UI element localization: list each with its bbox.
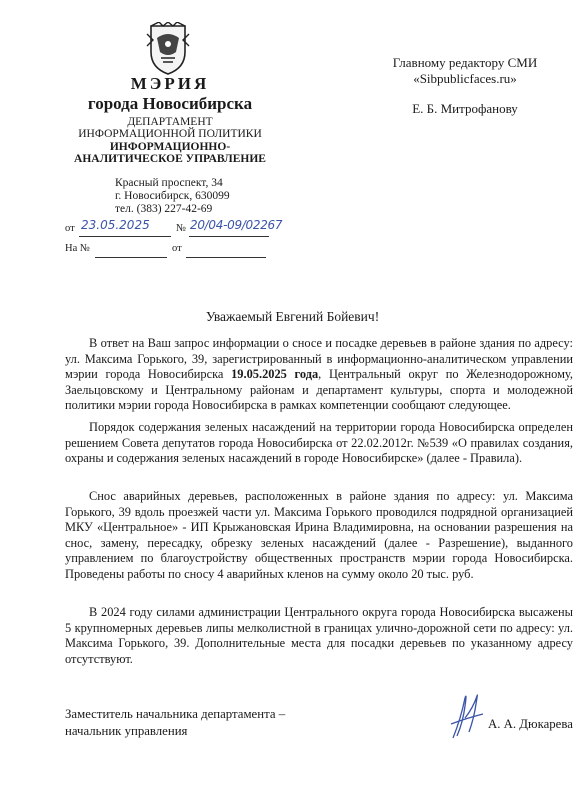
paragraph-1-end: , Центральный округ по Железнодорожному, Заельцовскому и Центральному районам и департамент культуры, спорта и молодежной политики мэрии города Новосибирска в рамках компетенции сообщают следующее. xyxy=(65,367,573,413)
recipient-line-1: Главному редактору СМИ xyxy=(392,55,538,70)
dept-line-2: ИНФОРМАЦИОННОЙ ПОЛИТИКИ xyxy=(78,128,262,140)
signer-name: А. А. Дюкарева xyxy=(488,717,573,731)
paragraph-4: В 2024 году силами администрации Центрального округа города Новосибирска высажены 5 крупномерных деревьев липы мелколистной в границах улично-дорожной сети по адресу: ул. Максима Горького, 39. Дополнительные места для посадки деревьев по указанному адресу отсутствуют. xyxy=(65,605,573,666)
reg-number: 20/04-09/02267 xyxy=(190,218,283,232)
unit-line-2: АНАЛИТИЧЕСКОЕ УПРАВЛЕНИЕ xyxy=(74,153,266,165)
address-city: г. Новосибирск, 630099 xyxy=(115,190,230,202)
address-phone: тел. (383) 227-42-69 xyxy=(115,203,213,215)
recipient-line-2: «Sibpublicfaces.ru» xyxy=(413,71,517,86)
address-street: Красный проспект, 34 xyxy=(115,177,223,189)
signer-title-line-2: начальник управления xyxy=(65,724,188,738)
unit-line-1: ИНФОРМАЦИОННО- xyxy=(109,141,231,153)
handwritten-signature xyxy=(443,688,491,746)
paragraph-3: Снос аварийных деревьев, расположенных в районе здания по адресу: ул. Максима Горького, 39 вдоль проезжей части ул. Максима Горького проводился подрядной организацией МКУ «Центральное» - ИП Крыжановская Ирина Владимировна, на основании разрешения на снос, замену, пересадку, обрезку зеленых насаждений (далее - Разрешение), выданного управлением по благоустройству общественных пространств мэрии города Новосибирска. Проведены работы по сносу 4 аварийных кленов на сумму около 20 тыс. руб. xyxy=(65,489,573,581)
dept-line-1: ДЕПАРТАМЕНТ xyxy=(127,116,213,128)
signer-title-line-1: Заместитель начальника департамента – xyxy=(65,707,286,721)
ref-from-label: от xyxy=(172,243,182,254)
paragraph-1 xyxy=(65,336,573,414)
salutation: Уважаемый Евгений Бойевич! xyxy=(205,309,380,324)
coat-of-arms-icon xyxy=(143,22,193,76)
reg-date: 23.05.2025 xyxy=(81,218,150,232)
reg-number-label: № xyxy=(176,223,187,234)
recipient-name: Е. Б. Митрофанову xyxy=(412,101,518,116)
paragraph-1-start: В ответ на Ваш запрос информации о сносе и посадке деревьев в районе здания по адресу: ул. Максима Горького, 39, зарегистрированный в информационно-аналитическом управлении мэрии города Новосибирска xyxy=(65,336,573,382)
org-city: города Новосибирска xyxy=(87,94,253,113)
org-name: МЭРИЯ xyxy=(130,74,210,93)
ref-label: На № xyxy=(65,243,90,254)
paragraph-1-date: 19.05.2025 года xyxy=(231,367,319,382)
reg-from-label: от xyxy=(65,223,75,234)
ref-date-line xyxy=(186,243,266,258)
paragraph-2: Порядок содержания зеленых насаждений на территории города Новосибирска определен решением Совета депутатов города Новосибирска от 22.02.2012г. №539 «О правилах создания, охраны и содержания зеленых насаждений в городе Новосибирске» (далее - Правила). xyxy=(65,420,573,466)
ref-number-line xyxy=(95,243,167,258)
